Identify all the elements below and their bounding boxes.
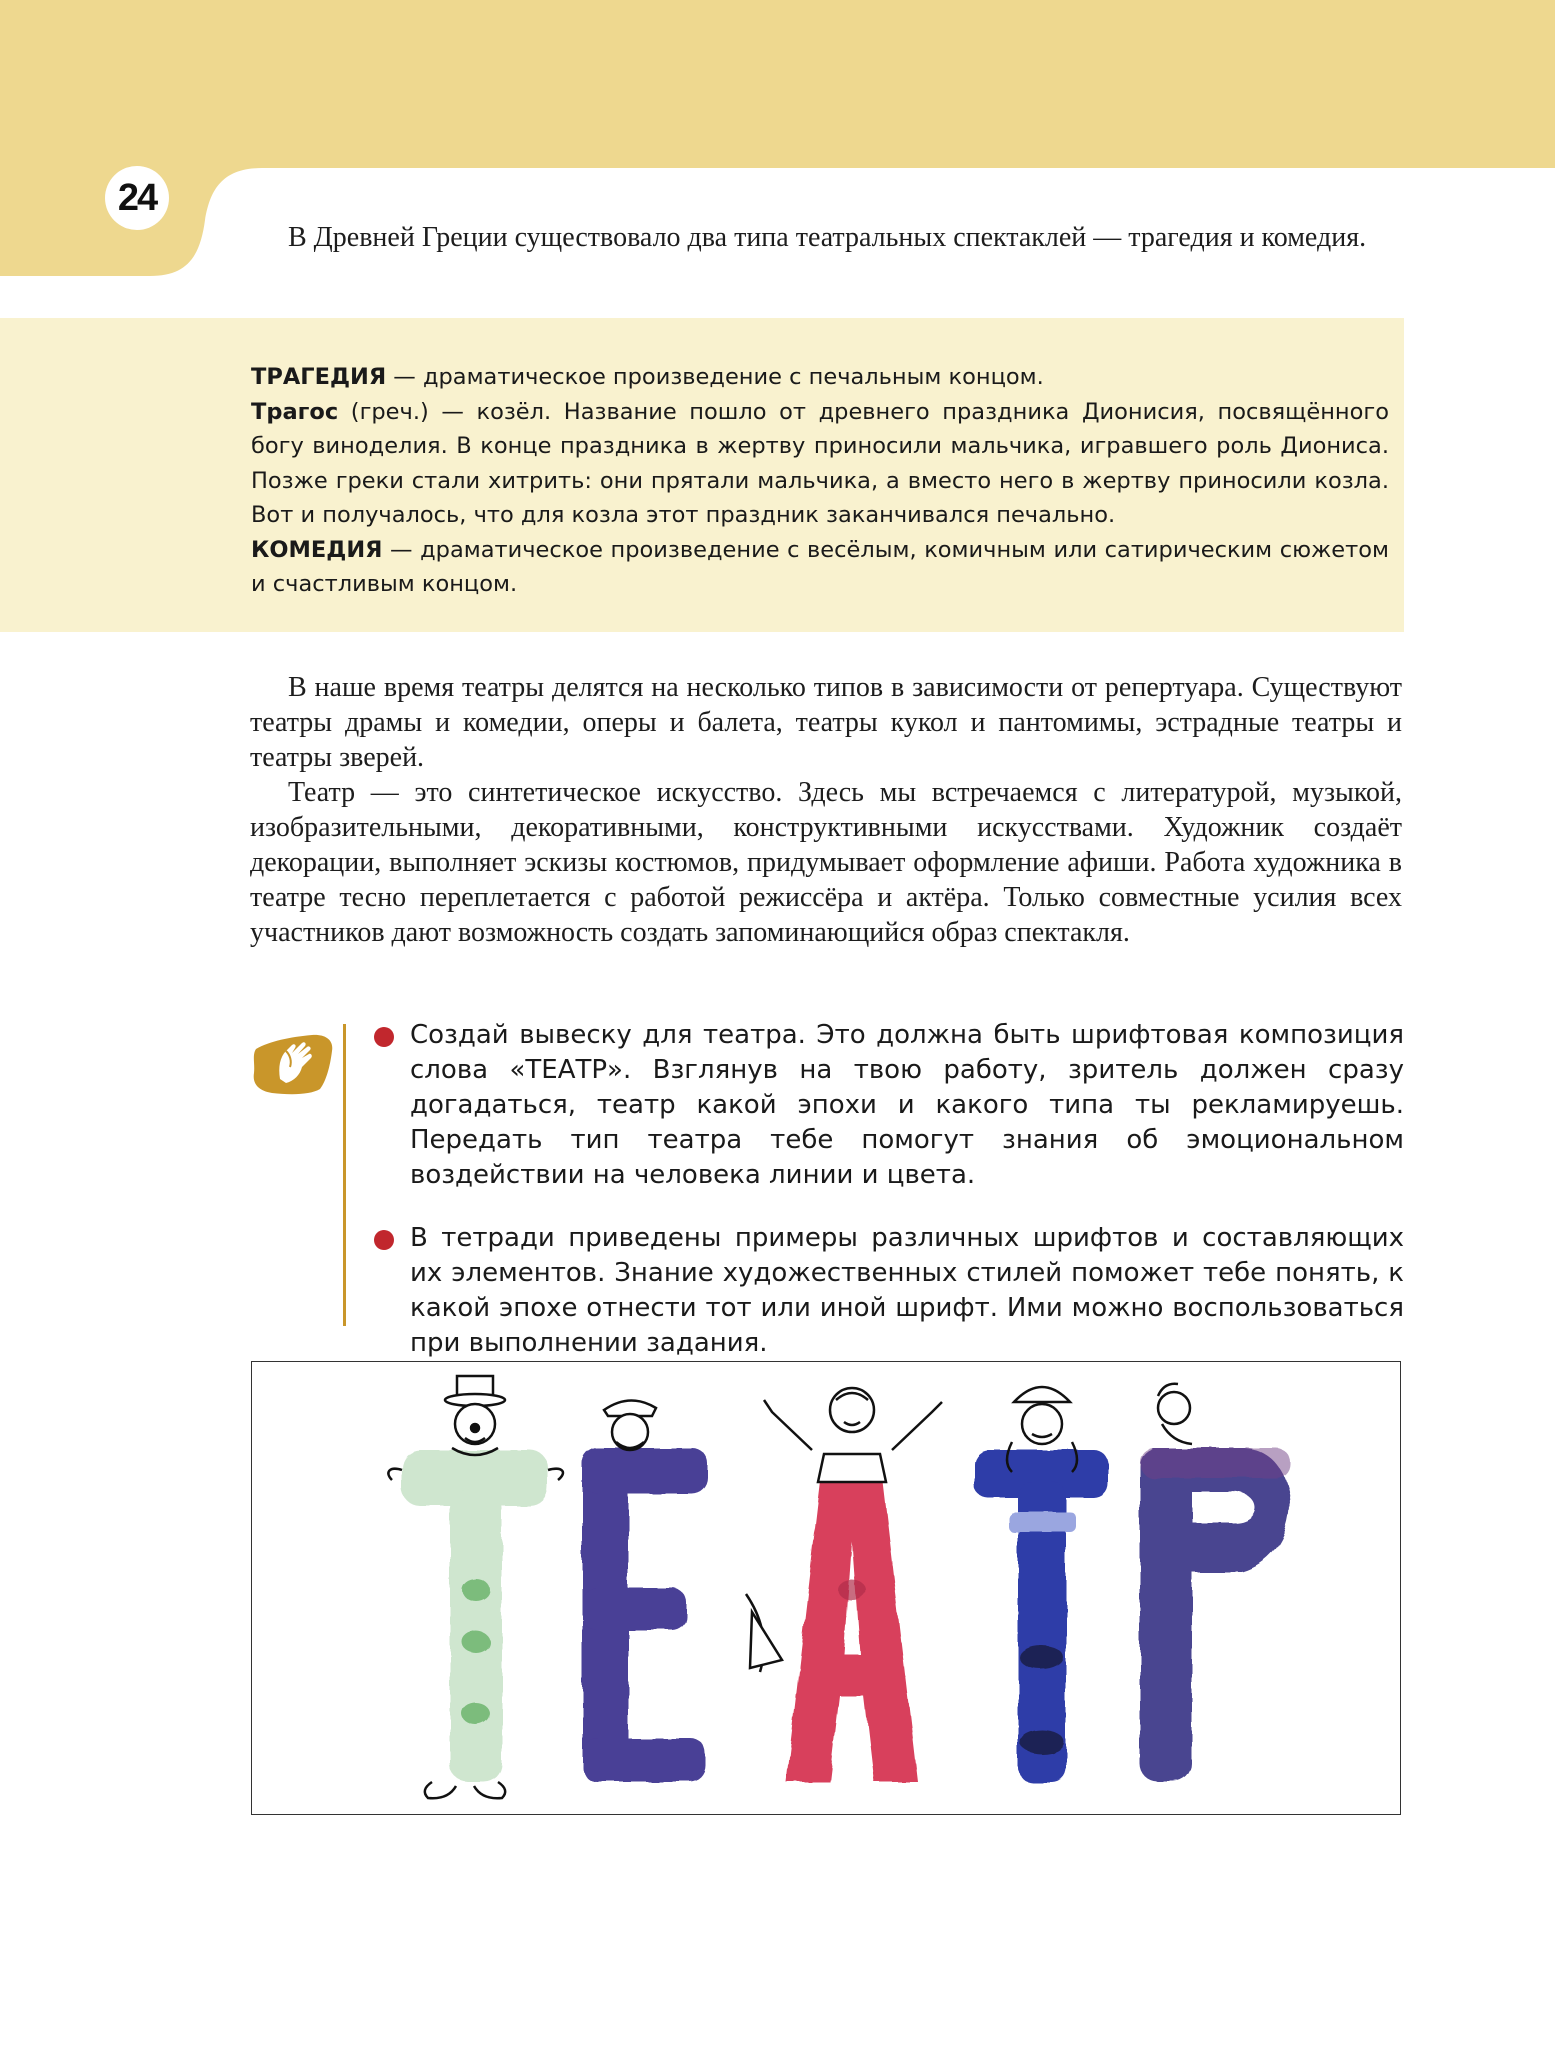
hand-icon bbox=[250, 1027, 336, 1097]
bullet-icon bbox=[374, 1027, 394, 1047]
body-paragraph-2: Театр — это синтетическое искусство. Здесь мы встречаемся с литературой, музыкой, изобразительными, декоративными, конструктивными искусствами. Художник создаёт декорации, выполняет эскизы костюмов, придумывает оформление афиши. Работа художника в театре тесно переплетается с работой режиссёра и актёра. Только совместные усилия всех участников дают возможность создать запоминающийся образ спектакля. bbox=[250, 777, 1402, 948]
definition-content bbox=[251, 360, 1389, 602]
letter-e bbox=[582, 1448, 708, 1782]
comedy-term: КОМЕДИЯ bbox=[251, 536, 383, 563]
tragedy-definition bbox=[251, 360, 1389, 395]
task-text-1: Создай вывеску для театра. Это должна быть шрифтовая композиция слова «ТЕАТР». Взглянув на твою работу, зритель должен сразу догадаться, театр какой эпохи и какого типа ты рекламируешь. Передать тип театра тебе помогут знания об эмоциональном воздействии на человека линии и цвета. bbox=[410, 1020, 1404, 1190]
man-in-cap-figure bbox=[604, 1400, 782, 1672]
body-text bbox=[250, 670, 1402, 950]
intro-text: В Древней Греции существовало два типа театральных спектаклей — трагедия и комедия. bbox=[288, 222, 1367, 253]
comedy-text: — драматическое произведение с весёлым, комичным или сатирическим сюжетом и счастливым концом. bbox=[251, 536, 1389, 597]
letter-r bbox=[1140, 1448, 1290, 1782]
tragedy-term: ТРАГЕДИЯ bbox=[251, 364, 387, 390]
body-paragraph-1: В наше время театры делятся на несколько типов в зависимости от репертуара. Существуют театры драмы и комедии, оперы и балета, театры кукол и пантомимы, эстрадные театры и театры зверей. bbox=[250, 672, 1402, 773]
bullet-icon bbox=[374, 1230, 394, 1250]
lady-figure bbox=[1158, 1384, 1192, 1444]
task-rule bbox=[343, 1024, 346, 1326]
tragos-definition bbox=[251, 395, 1389, 533]
theatre-sign-illustration bbox=[251, 1361, 1401, 1815]
letter-a bbox=[786, 1456, 918, 1782]
tragos-text: (греч.) — козёл. Название пошло от древнего праздника Дионисия, посвящённого богу виноделия. В конце праздника в жертву приносили мальчика, игравшего роль Диониса. Позже греки стали хитрить: они прятали мальчика, а вместо него в жертву приносили козла. Вот и получалось, что для козла этот праздник заканчивался печально. bbox=[251, 398, 1389, 528]
comedy-definition bbox=[251, 533, 1389, 602]
intro-paragraph bbox=[250, 220, 1402, 255]
task-item-2 bbox=[374, 1221, 1404, 1361]
tragos-term: Трагос bbox=[251, 398, 339, 425]
task-text-2: В тетради приведены примеры различных шрифтов и составляющих их элементов. Знание художественных стилей поможет тебе понять, к какой эпохе отнести тот или иной шрифт. Ими можно воспользоваться при выполнении задания. bbox=[410, 1223, 1404, 1358]
letter-t-2 bbox=[974, 1450, 1108, 1782]
task-list bbox=[374, 1018, 1404, 1361]
tragedy-text: — драматическое произведение с печальным концом. bbox=[386, 364, 1044, 390]
letter-t-1 bbox=[402, 1450, 548, 1782]
task-item-1 bbox=[374, 1018, 1404, 1193]
girl-figure bbox=[764, 1388, 942, 1482]
page-number: 24 bbox=[105, 166, 169, 230]
